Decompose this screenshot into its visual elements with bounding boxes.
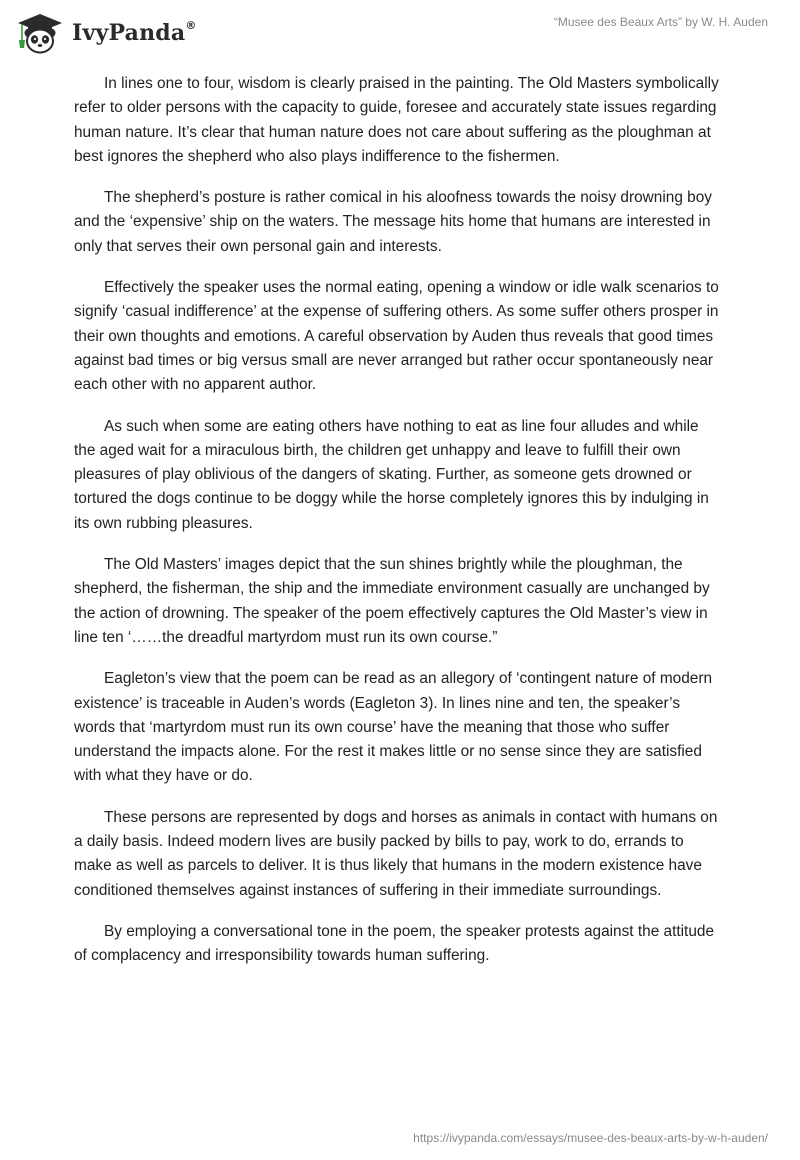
paragraph: Effectively the speaker uses the normal eating, opening a window or idle walk scenarios to signify ‘casual indifference’ at the expense of suffering others. As some suffer others prosper in their own thoughts and emotions. A careful observation by Auden thus reveals that good times against bad times or big versus small are never arranged but rather occur spontaneously near each other with no apparent author. [74,279,719,394]
paragraph: Eagleton’s view that the poem can be read as an allegory of ‘contingent nature of modern existence’ is traceable in Auden’s words (Eagleton 3). In lines nine and ten, the speaker’s words that ‘martyrdom must run its own course’ have the meaning that those who suffer understand the impacts alone. For the rest it makes little or no sense since they are satisfied with what they have or do. [74,670,713,785]
panda-graduation-cap-icon [14,12,66,54]
paragraph: In lines one to four, wisdom is clearly praised in the painting. The Old Masters symbolically refer to older persons with the capacity to guide, foresee and accurately state issues regarding human nature. It’s clear that human nature does not care about suffering as the ploughman at best ignores the shepherd who also plays indifference to the fishermen. [74,75,719,165]
source-url[interactable]: https://ivypanda.com/essays/musee-des-beaux-arts-by-w-h-auden/ [413,1131,768,1145]
paragraph: These persons are represented by dogs and horses as animals in contact with humans on a daily basis. Indeed modern lives are busily packed by bills to pay, work to do, errands to make as well as parcels to deliver. It is thus likely that humans in the modern existence have conditioned themselves against instances of suffering in their immediate surroundings. [74,808,718,899]
page-header [0,0,800,70]
registered-mark: ® [185,18,197,32]
brand-name: IvyPanda® [72,18,197,46]
paragraph: The Old Masters’ images depict that the sun shines brightly while the ploughman, the shepherd, the fisherman, the ship and the immediate environment casually are unchanged by the action of drowning. The speaker of the poem effectively captures the Old Master’s view in line ten ‘……the dreadful martyrdom must run its own course.” [74,556,710,646]
essay-body [74,72,722,986]
document-title: “Musee des Beaux Arts” by W. H. Auden [553,15,768,29]
paragraph: By employing a conversational tone in the poem, the speaker protests against the attitude of complacency and irresponsibility towards human suffering. [74,922,715,965]
paragraph: The shepherd’s posture is rather comical in his aloofness towards the noisy drowning boy and the ‘expensive’ ship on the waters. The message hits home that humans are interested in only that serves their own personal gain and interests. [74,189,712,255]
paragraph: As such when some are eating others have nothing to eat as line four alludes and while the aged wait for a miraculous birth, the children get unhappy and leave to fulfill their own pleasures of play oblivious of the dangers of skating. Further, as someone gets drowned or tortured the dogs continue to be doggy while the horse completely ignores this by indulging in its own rubbing pleasures. [74,417,709,532]
ivypanda-logo[interactable] [14,12,197,54]
